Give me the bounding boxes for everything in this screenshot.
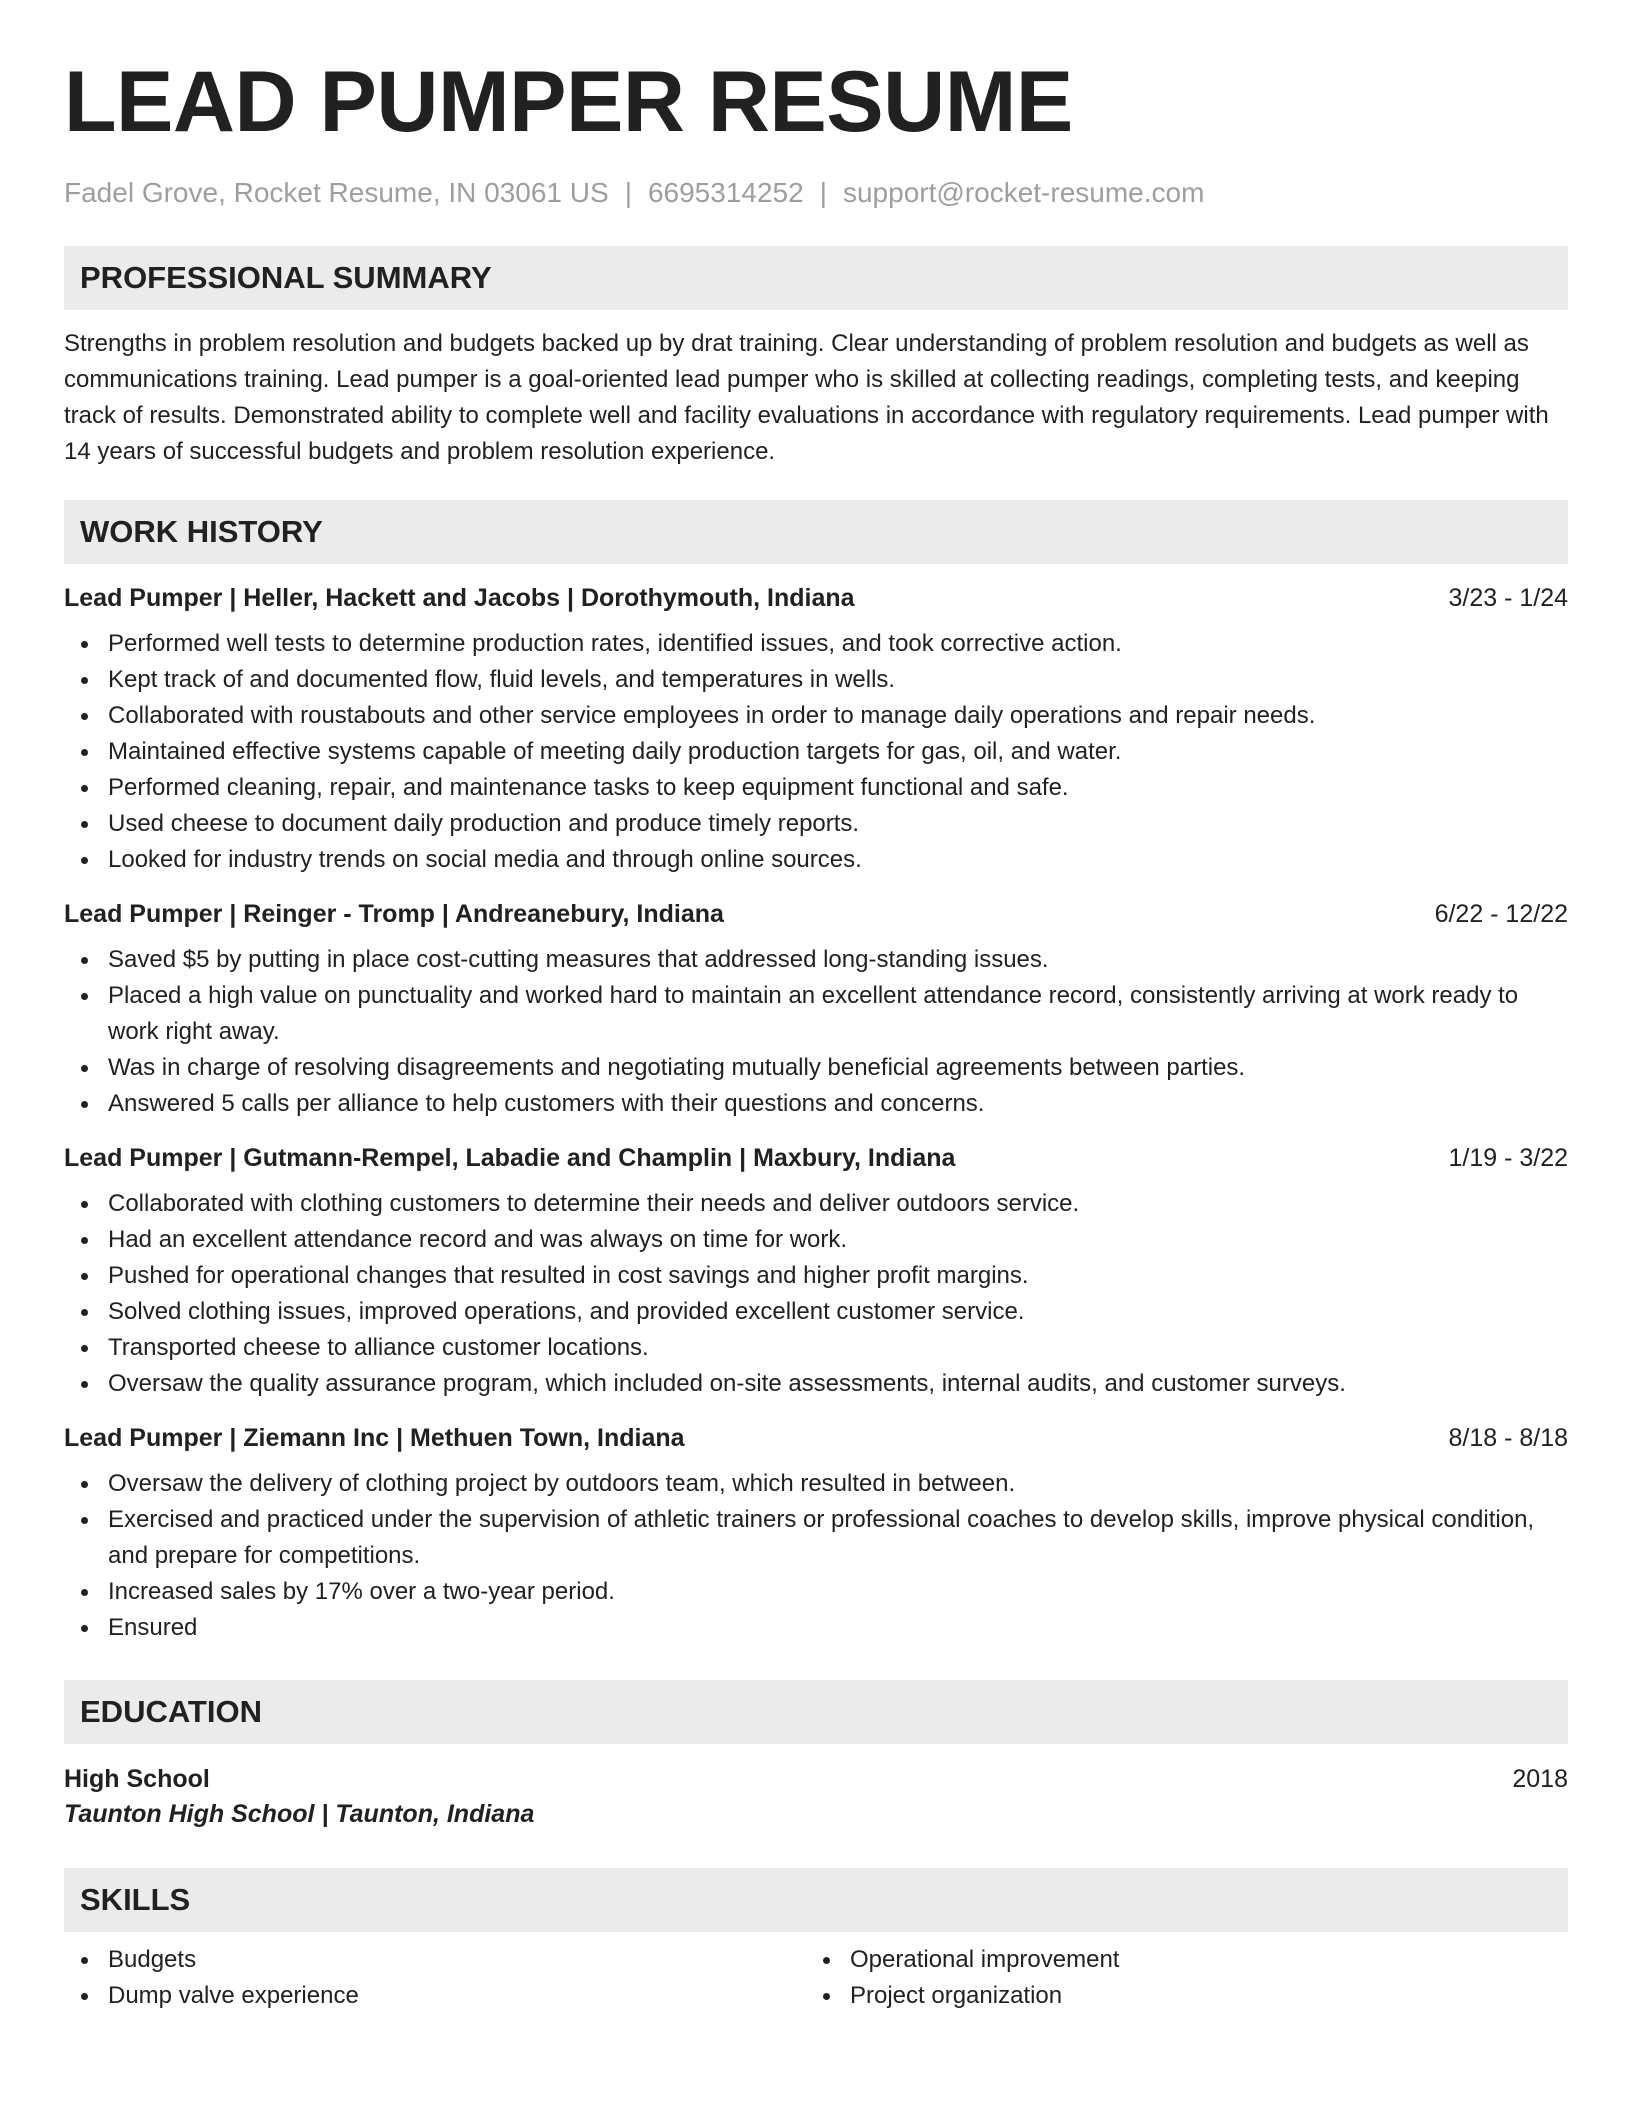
job-title: Lead Pumper | Gutmann-Rempel, Labadie and Champlin | Maxbury, Indiana [64,1144,956,1172]
summary-text: Strengths in problem resolution and budgets backed up by drat training. Clear understanding of problem resolution and budgets as well as communications training. Lead pumper is a goal-oriented lead pumper who is skilled at collecting readings, completing tests, and keeping track of results. Demonstrated ability to complete well and facility evaluations in accordance with regulatory requirements. Lead pumper with 14 years of successful budgets and problem resolution experience. [64,330,1549,465]
education-entry [64,1762,1568,1832]
job-bullet: Exercised and practiced under the supervision of athletic trainers or professional coaches to develop skills, improve physical condition, and prepare for competitions. [64,1502,1568,1574]
job-entry [64,1422,1568,1646]
job-dates: 1/19 - 3/22 [1448,1144,1568,1172]
section-heading-education: EDUCATION [64,1680,1568,1744]
job-bullet: Transported cheese to alliance customer locations. [64,1330,1568,1366]
job-bullets [64,626,1568,878]
job-bullet: Solved clothing issues, improved operations, and provided excellent customer service. [64,1294,1568,1330]
job-title: Lead Pumper | Heller, Hackett and Jacobs | Dorothymouth, Indiana [64,584,855,612]
job-header [64,582,1568,614]
job-dates: 3/23 - 1/24 [1448,584,1568,612]
resume-page [64,56,1568,2014]
contact-phone: 6695314252 [647,177,804,208]
job-bullet: Answered 5 calls per alliance to help customers with their questions and concerns. [64,1086,1568,1122]
job-header [64,898,1568,930]
skill-item: Operational improvement [806,1942,1548,1978]
section-heading-summary: PROFESSIONAL SUMMARY [64,246,1568,310]
job-bullet: Increased sales by 17% over a two-year period. [64,1574,1568,1610]
education-header [64,1762,1568,1796]
job-title: Lead Pumper | Reinger - Tromp | Andreanebury, Indiana [64,900,724,928]
job-bullet: Maintained effective systems capable of meeting daily production targets for gas, oil, and water. [64,734,1568,770]
job-bullet: Used cheese to document daily production and produce timely reports. [64,806,1568,842]
job-bullet: Oversaw the quality assurance program, which included on-site assessments, internal audits, and customer surveys. [64,1366,1568,1402]
job-bullet: Kept track of and documented flow, fluid levels, and temperatures in wells. [64,662,1568,698]
skill-item: Project organization [806,1978,1548,2014]
skill-item: Budgets [64,1942,806,1978]
job-bullets [64,1466,1568,1646]
contact-email: support@rocket-resume.com [842,177,1205,208]
job-bullet: Saved $5 by putting in place cost-cutting measures that addressed long-standing issues. [64,942,1568,978]
contact-separator: | [819,177,827,208]
skills-column-left [64,1942,806,2014]
job-header [64,1142,1568,1174]
resume-title: LEAD PUMPER RESUME [64,54,1073,150]
job-bullet: Looked for industry trends on social media and through online sources. [64,842,1568,878]
skills-column-right [806,1942,1548,2014]
job-bullet: Pushed for operational changes that resulted in cost savings and higher profit margins. [64,1258,1568,1294]
job-entry [64,1142,1568,1402]
education-degree: High School [64,1765,210,1793]
job-entry [64,582,1568,878]
job-bullet: Oversaw the delivery of clothing project by outdoors team, which resulted in between. [64,1466,1568,1502]
job-title: Lead Pumper | Ziemann Inc | Methuen Town, Indiana [64,1424,685,1452]
job-dates: 6/22 - 12/22 [1434,900,1568,928]
section-heading-work: WORK HISTORY [64,500,1568,564]
contact-separator: | [624,177,632,208]
job-bullets [64,942,1568,1122]
job-bullet: Performed well tests to determine production rates, identified issues, and took corrective action. [64,626,1568,662]
job-bullet: Collaborated with clothing customers to determine their needs and deliver outdoors service. [64,1186,1568,1222]
skills-list [64,1942,1568,2014]
education-year: 2018 [1512,1765,1568,1793]
job-bullet: Had an excellent attendance record and was always on time for work. [64,1222,1568,1258]
contact-line [64,176,1568,210]
job-header [64,1422,1568,1454]
skill-item: Dump valve experience [64,1978,806,2014]
job-bullet: Placed a high value on punctuality and worked hard to maintain an excellent attendance record, consistently arriving at work ready to work right away. [64,978,1568,1050]
job-bullets [64,1186,1568,1402]
job-entry [64,898,1568,1122]
job-bullet: Was in charge of resolving disagreements and negotiating mutually beneficial agreements between parties. [64,1050,1568,1086]
education-school: Taunton High School | Taunton, Indiana [64,1800,535,1828]
job-bullet: Performed cleaning, repair, and maintenance tasks to keep equipment functional and safe. [64,770,1568,806]
section-heading-skills: SKILLS [64,1868,1568,1932]
job-bullet: Collaborated with roustabouts and other service employees in order to manage daily operations and repair needs. [64,698,1568,734]
contact-address: Fadel Grove, Rocket Resume, IN 03061 US [64,177,609,208]
job-bullet: Ensured [64,1610,1568,1646]
job-dates: 8/18 - 8/18 [1448,1424,1568,1452]
